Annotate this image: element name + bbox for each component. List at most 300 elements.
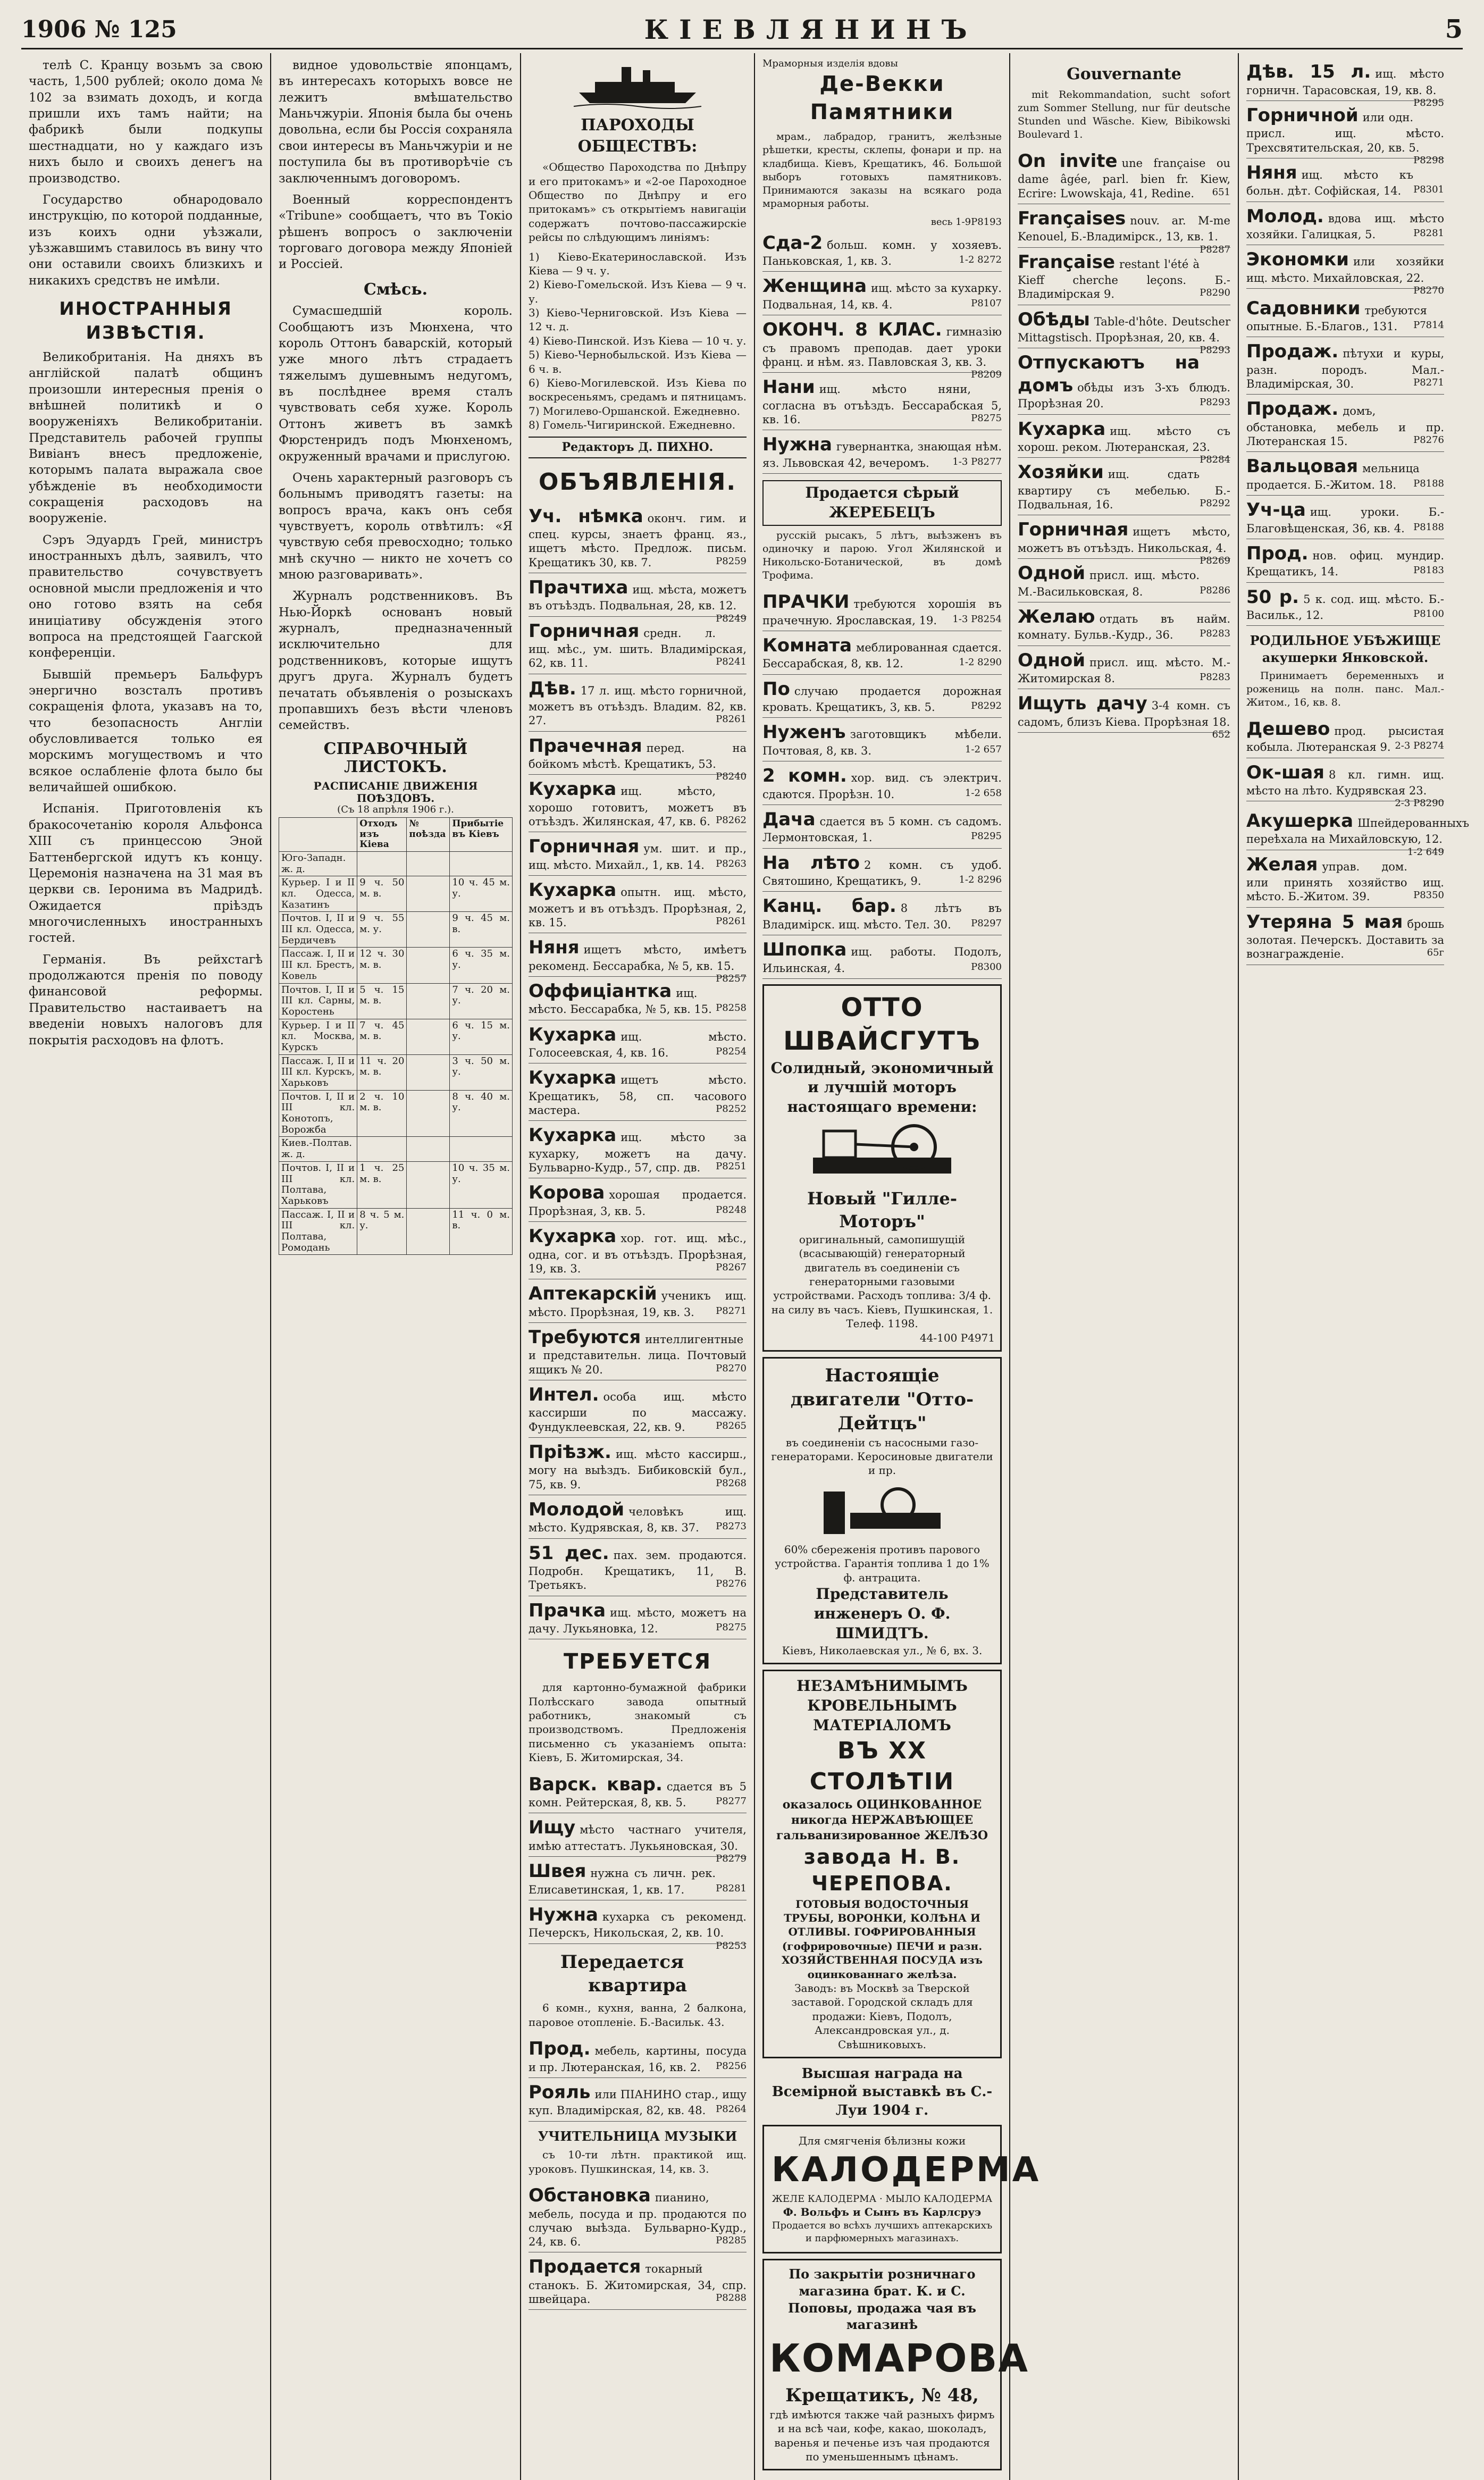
ad-text: ищетъ мѣсто, можетъ въ отъѣздъ. Никольская, 4. xyxy=(1018,525,1230,555)
ad-ref: Р8273 xyxy=(716,1521,747,1532)
ad-keyword: Нани xyxy=(762,376,815,398)
ad-text: сдается въ 5 комн. Рейтерская, 8, кв. 5. xyxy=(529,1780,747,1809)
classified-ad xyxy=(529,1900,747,1951)
paragraph: Журналъ родственниковъ. Въ Нью-Йоркѣ основанъ новый журналъ, предназначенный исключительно для родственниковъ, которые ищутъ другъ друга. Журналъ будетъ печатать объявленія о розыскахъ пропавшихъ безъ вѣсти членовъ семействъ. xyxy=(279,589,513,733)
table-row xyxy=(279,948,513,983)
classified-ad xyxy=(762,272,1002,315)
table-cell: 6 ч. 35 м. у. xyxy=(450,948,513,983)
ad-text: мельница продается. Б.-Житом. 18. xyxy=(1246,462,1420,491)
ad-ref: Р8287 xyxy=(1200,244,1230,255)
classified-ad xyxy=(529,775,747,832)
ad-text: пѣтухи и куры, разн. породъ. Мал.-Владимірская, 30. xyxy=(1246,347,1444,390)
ad-ref: Р8241 xyxy=(716,656,747,668)
ad-text: нов. офиц. мундир. Крещатикъ, 14. xyxy=(1246,549,1444,579)
ad-ref: Р8269 xyxy=(1200,555,1230,567)
ad-keyword: Сда-2 xyxy=(762,232,823,254)
table-cell xyxy=(407,1137,450,1161)
table-cell: 9 ч. 45 м. в. xyxy=(450,912,513,948)
ad-ref: Р8256 xyxy=(716,2060,747,2072)
ad-keyword: Дѣв. xyxy=(529,677,576,699)
tea-ad-intro: По закрытіи розничнаго магазина брат. К. и С. Поповы, продажа чая въ магазинѣ xyxy=(787,2266,977,2333)
ad-text: хор. вид. съ электрич. сдаются. Прорѣзн. 10. xyxy=(762,772,1002,801)
ad-ref: Р8100 xyxy=(1413,608,1444,619)
editor-line: Редакторъ Д. ПИХНО. xyxy=(529,437,747,458)
ad-ref: Р8267 xyxy=(716,1261,747,1273)
steamship-heading: ПАРОХОДЫ ОБЩЕСТВЪ: xyxy=(577,116,698,156)
ad-keyword: Прачка xyxy=(529,1599,606,1621)
table-cell: Почтов. I, II и III кл. Полтава, Харьковъ xyxy=(279,1161,357,1208)
table-cell: 9 ч. 50 м. в. xyxy=(357,876,407,912)
ad-ref: Р8276 xyxy=(716,1578,747,1590)
timetable-header: № поѣзда xyxy=(407,818,450,852)
table-cell xyxy=(450,1137,513,1161)
ad-text: средн. л. ищ. мѣс., ум. шить. Владимірская, 62, кв. 11. xyxy=(529,626,747,670)
ad-ref: Р8283 xyxy=(1200,672,1230,683)
ad-text: пах. зем. продаются. Подробн. Крещатикъ, 11, В. Третьякъ. xyxy=(529,1548,747,1592)
ad-text: гимназію съ правомъ преподав. дает уроки франц. и нѣм. яз. Павловская 3, кв. 3. xyxy=(762,325,1002,368)
ad-text: пианино, мебель, посуда и пр. продаются по случаю выѣзда. Бульварно-Кудр., 24, кв. 6. xyxy=(529,2191,747,2249)
roofing-ad-heading: НЕЗАМѢНИМЫМЪ КРОВЕЛЬНЫМЪ МАТЕРІАЛОМЪ xyxy=(797,1677,968,1735)
ad-keyword: Отпускаютъ на домъ xyxy=(1018,352,1200,396)
ad-ref: Р8270 xyxy=(716,1362,747,1374)
maternity-text: Принимаетъ беременныхъ и рожениць на полн. панс. Мал.-Житом., 16, кв. 8. xyxy=(1246,669,1444,708)
classified-ad xyxy=(529,1020,747,1064)
column-5 xyxy=(1010,53,1239,2480)
classified-ad xyxy=(529,1813,747,1865)
classified-ad xyxy=(529,1438,747,1495)
ads-heading: ОБЪЯВЛЕНІЯ. xyxy=(538,468,737,496)
route-item: 2) Кіево-Гомельской. Изъ Кіева — 9 ч. у. xyxy=(529,278,747,305)
ad-keyword: Швея xyxy=(529,1861,586,1882)
classified-ad xyxy=(762,805,1002,849)
ad-keyword: По xyxy=(762,678,790,700)
monuments-text: мрам., лабрадор, гранитъ, желѣзные рѣшетки, кресты, склепы, фонари и пр. на кладбища. Кіевъ, Крещатикъ, 46. Большой выборъ готовыхъ памятниковъ. Принимаются заказы на всякаго рода мраморныя работы. xyxy=(762,131,1002,210)
ad-ref: Р8188 xyxy=(1413,477,1444,489)
table-cell: Почтов. I, II и III кл. Одесса, Бердичевъ xyxy=(279,912,357,948)
classified-ad xyxy=(762,229,1002,272)
classified-ad xyxy=(1018,204,1230,255)
ad-keyword: Обѣды xyxy=(1018,308,1090,330)
deutz-ad-subheading: въ соединеніи съ насосными газо-генераторами. Керосиновые двигатели и пр. xyxy=(771,1436,993,1477)
route-item: 6) Кіево-Могилевской. Изъ Кіева по воскресеньямъ, средамъ и пятницамъ. xyxy=(529,376,747,404)
classified-ad xyxy=(529,732,747,783)
ad-ref: Р8262 xyxy=(716,815,747,826)
classified-ad xyxy=(762,315,1002,381)
classified-ad xyxy=(529,1770,747,1814)
classified-ad xyxy=(1018,515,1230,567)
paragraph: Бывшій премьеръ Бальфуръ энергично возсталъ противъ сокращенія флота, указавъ на то, что безопасность Англіи обусловливается только ея морскимъ могуществомъ и что всякое ослабленіе флота было бы величайшей ошибкою. xyxy=(29,667,263,795)
ad-text: присл. ищ. мѣсто. М.-Житомирская 8. xyxy=(1018,656,1230,685)
deutz-ad-note: 60% сбереженія противъ парового устройства. Гарантія топлива 1 до 1% ф. антрацита. xyxy=(775,1543,990,1584)
ad-keyword: Требуются xyxy=(529,1326,641,1348)
table-row xyxy=(279,851,513,876)
ad-ref: Р7814 xyxy=(1413,320,1444,331)
table-cell xyxy=(407,1019,450,1054)
ad-text: требуются опытные. Б.-Благов., 131. xyxy=(1246,304,1427,333)
ad-keyword: Няня xyxy=(529,937,580,959)
ad-ref: Р8293 xyxy=(1200,397,1230,408)
classified-ad xyxy=(1246,715,1444,758)
roofing-ad-goods: ГОТОВЫЯ ВОДОСТОЧНЫЯ ТРУБЫ, ВОРОНКИ, КОЛѢНА И ОТЛИВЫ. ГОФРИРОВАННЫЯ (гофрировочные) ПЕЧИ и разн. ХОЗЯЙСТВЕННАЯ ПОСУДА изъ оцинкованнаго желѣза. xyxy=(782,1897,983,1981)
ad-keyword: Горничной xyxy=(1246,104,1359,126)
ad-text: ищ. уроки. Б.-Благовѣщенская, 36, кв. 4. xyxy=(1246,506,1444,535)
ad-keyword: Рояль xyxy=(529,2081,591,2103)
ad-text: ищетъ мѣсто. Крещатикъ, 58, сп. часового мастера. xyxy=(529,1074,747,1117)
kaloderma-ad xyxy=(762,2125,1041,2254)
table-cell: Пассаж. I, II и III кл. Курскъ, Харьковъ xyxy=(279,1054,357,1090)
ad-text: особа ищ. мѣсто кассирши по массажу. Фундуклеевская, 22, кв. 9. xyxy=(529,1390,747,1434)
classified-ad xyxy=(1246,758,1444,809)
timetable-table xyxy=(279,817,513,1255)
classified-ad xyxy=(762,373,1002,430)
ad-text: ищ. мѣста, можетъ въ отъѣздъ. Подвальная, 28, кв. 12. xyxy=(529,583,747,613)
ad-text: мебель, картины, посуда и пр. Лютеранская, 16, кв. 2. xyxy=(529,2045,747,2074)
ad-keyword: Горничная xyxy=(1018,519,1129,541)
ad-keyword: Нуженъ xyxy=(762,722,846,743)
ad-ref: 2-3 Р8274 xyxy=(1395,740,1444,752)
table-cell: 8 ч. 5 м. у. xyxy=(357,1208,407,1255)
classified-ad xyxy=(529,502,747,573)
kaloderma-products: ЖЕЛЕ КАЛОДЕРМА · МЫЛО КАЛОДЕРМА xyxy=(772,2193,993,2205)
ad-ref: 652 xyxy=(1212,729,1230,741)
classified-ad xyxy=(529,1323,747,1380)
ad-text: ум. шит. и пр., ищ. мѣсто. Михайл., 1, кв. 14. xyxy=(529,842,747,872)
classified-ad xyxy=(1018,458,1230,515)
ad-ref: Р8300 xyxy=(971,961,1002,973)
ad-text: случаю продается дорожная кровать. Крещатикъ, 3, кв. 5. xyxy=(762,684,1002,714)
ad-text: 8 лѣтъ въ Владимірск. ищ. мѣсто. Тел. 30. xyxy=(762,902,1002,931)
classified-ad xyxy=(1018,305,1230,356)
ad-keyword: Прачечная xyxy=(529,735,642,757)
paragraph: Сэръ Эдуардъ Грей, министръ иностранныхъ дѣлъ, заявилъ, что правительство сочувствуетъ основной мысли предложенія и что оно готово взять на себя иниціативу обсужденія этого вопроса на предстоящей Гаагской конференціи. xyxy=(29,533,263,660)
ad-ref: Р8290 xyxy=(1200,287,1230,299)
ad-keyword: Молодой xyxy=(529,1498,625,1520)
classified-ad xyxy=(1018,559,1230,602)
music-teacher-heading: УЧИТЕЛЬНИЦА МУЗЫКИ xyxy=(538,2128,737,2144)
ad-ref: Р8261 xyxy=(716,915,747,927)
ad-keyword: Прод. xyxy=(1246,542,1309,564)
classified-ad xyxy=(529,876,747,933)
ad-text: хор. гот. ищ. мѣс., одна, сог. и въ отъѣздъ. Прорѣзная, 19, кв. 3. xyxy=(529,1232,747,1275)
classified-ad xyxy=(762,935,1002,979)
tea-ad xyxy=(762,2259,1029,2470)
table-cell xyxy=(407,948,450,983)
ad-keyword: Одной xyxy=(1018,563,1086,584)
table-row xyxy=(279,876,513,912)
classified-ad xyxy=(762,430,1002,474)
ad-keyword: Кухарка xyxy=(529,1067,617,1089)
ad-keyword: Горничная xyxy=(529,620,640,642)
ad-ref: Р8271 xyxy=(1413,377,1444,388)
ad-keyword: ОКОНЧ. 8 КЛАС. xyxy=(762,319,942,341)
roofing-ad-address: Заводъ: въ Москвѣ за Тверской заставой. Городской складъ для продажи: Кіевъ, Подолъ, Александровская ул., д. Свѣшниковыхъ. xyxy=(791,1981,973,2051)
motor-ad xyxy=(762,984,1002,1352)
steamship-routes xyxy=(529,250,747,432)
ad-text: управ. дом. или принять хозяйство ищ. мѣсто. Б.-Житом. 39. xyxy=(1246,860,1444,903)
ad-ref: Р8249 xyxy=(716,613,747,624)
paragraph: Германія. Въ рейхстагѣ продолжаются пренія по поводу финансовой реформы. Правительство настаиваетъ на введеніи новыхъ налоговъ для покрытія расходовъ на флотъ. xyxy=(29,952,263,1048)
timetable-header: Отходъ изъ Кіева xyxy=(357,818,407,852)
ad-keyword: Нужна xyxy=(529,1904,598,1925)
table-cell: 6 ч. 15 м. у. xyxy=(450,1019,513,1054)
ad-keyword: Ок-шая xyxy=(1246,761,1324,783)
table-cell xyxy=(407,912,450,948)
ad-keyword: Молод. xyxy=(1246,205,1324,227)
table-cell: Почтов. I, II и III кл. Сарны, Коростень xyxy=(279,983,357,1019)
ad-ref: Р8285 xyxy=(716,2235,747,2247)
table-cell xyxy=(407,1161,450,1208)
timetable-date: (Съ 18 апрѣля 1906 г.). xyxy=(337,803,454,815)
ad-ref: 1-2 649 xyxy=(1407,846,1444,858)
ad-keyword: Кухарка xyxy=(529,1226,617,1247)
kaloderma-logo: КАЛОДЕРМА xyxy=(772,2150,1041,2190)
classified-ad xyxy=(529,2078,747,2122)
ad-ref: 1-2 8290 xyxy=(959,657,1002,668)
ad-keyword: Кухарка xyxy=(529,879,617,901)
ad-ref: Р8271 xyxy=(716,1305,747,1317)
table-cell xyxy=(450,851,513,876)
steamship-icon xyxy=(574,61,701,108)
ad-keyword: Аптекарскій xyxy=(529,1283,657,1305)
classified-ad xyxy=(529,2034,747,2078)
ad-text: гувернантка, знающая нѣм. яз. Львовская 42, вечеромъ. xyxy=(762,440,1002,470)
ad-keyword: Варск. квар. xyxy=(529,1773,663,1795)
deutz-ad-rep: Представитель инженеръ О. Ф. ШМИДТЪ. xyxy=(814,1585,951,1642)
page-number: 5 xyxy=(1445,14,1463,44)
ad-ref: Р8275 xyxy=(971,412,1002,424)
ad-ref: Р8261 xyxy=(716,714,747,725)
deutz-ad-address: Кіевъ, Николаевская ул., № 6, вх. 3. xyxy=(782,1644,983,1657)
motor-ad-subheading: Солидный, экономичный и лучшій моторъ настоящаго времени: xyxy=(770,1059,994,1116)
ad-keyword: Обстановка xyxy=(529,2185,651,2207)
ad-ref: Р8258 xyxy=(716,1002,747,1014)
ad-text: вдова ищ. мѣсто хозяйки. Галицкая, 5. xyxy=(1246,212,1444,241)
ad-keyword: 2 комн. xyxy=(762,765,847,787)
ad-ref: Р8284 xyxy=(1200,454,1230,466)
ad-text: хорошая продается. Прорѣзная, 3, кв. 5. xyxy=(529,1188,747,1218)
ad-ref: Р8183 xyxy=(1413,565,1444,576)
newspaper-title: КІЕВЛЯНИНЪ xyxy=(644,13,978,45)
table-cell xyxy=(407,1090,450,1137)
route-item: 3) Кіево-Черниговской. Изъ Кіева — 12 ч. д. xyxy=(529,306,747,333)
paragraph: Очень характерный разговоръ съ больнымъ приводятъ газеты: на вопросъ врача, какъ онъ себя чувствуетъ, король отвѣтилъ: «Я чувствую себя превосходно; только мнѣ скучно — никто не хочетъ со мною разговаривать». xyxy=(279,471,513,582)
section-heading: Смѣсь. xyxy=(363,280,428,299)
ad-ref: 1-2 8272 xyxy=(959,254,1002,266)
ad-ref: Р8281 xyxy=(716,1882,747,1894)
ad-text: ищ. мѣсто съ хорош. реком. Лютеранская, 23. xyxy=(1018,424,1230,454)
ad-keyword: Продаж. xyxy=(1246,398,1339,420)
gas-engine-illustration-icon xyxy=(813,1481,951,1539)
paragraph: Великобританія. На дняхъ въ англійской палатѣ общинъ произошли интересныя пренія о внѣшней политикѣ и о вооруженіяхъ Великобританіи. Представитель рабочей группы Вивіанъ внесъ предложеніе, которымъ палата выражала свое убѣжденіе въ необходимости сокращенія расходовъ на вооруженіе. xyxy=(29,350,263,526)
classified-ad xyxy=(529,933,747,984)
ad-keyword: Кухарка xyxy=(529,1125,617,1146)
ad-keyword: Интел. xyxy=(529,1384,599,1405)
issue-number: 1906 № 125 xyxy=(21,15,177,43)
table-cell: 8 ч. 40 м. у. xyxy=(450,1090,513,1137)
ad-text: или ПІАНИНО стар., ищу куп. Владимірская, 82, кв. 48. xyxy=(529,2088,747,2117)
ad-text: 17 л. ищ. мѣсто горничной, можетъ въ отъѣздъ. Владим. 82, кв. 27. xyxy=(529,684,747,727)
ad-ref: Р8188 xyxy=(1413,521,1444,533)
kaloderma-tagline: Для смягченія бѣлизны кожи xyxy=(798,2134,966,2147)
table-cell: 9 ч. 55 м. у. xyxy=(357,912,407,948)
award-heading: Высшая награда на Всемірной выставкѣ въ С.-Луи 1904 г. xyxy=(772,2065,993,2118)
ad-text: больш. комн. у хозяевъ. Паньковская, 1, кв. 3. xyxy=(762,238,1002,268)
ad-ref: Р8265 xyxy=(716,1420,747,1431)
section-heading: ИНОСТРАННЫЯ ИЗВѢСТІЯ. xyxy=(59,298,232,343)
ad-text: une française ou dame âgée, parl. bien fr. Kiew, Ecrire: Lwowskaja, 41, Redine. xyxy=(1018,156,1230,200)
ad-ref: Р8240 xyxy=(716,771,747,783)
table-cell xyxy=(357,1137,407,1161)
ad-ref: Р8293 xyxy=(1200,345,1230,356)
ad-keyword: Ищу xyxy=(529,1817,576,1839)
classified-ad xyxy=(529,2181,747,2252)
ad-text: ученикъ ищ. мѣсто. Прорѣзная, 19, кв. 3. xyxy=(529,1289,747,1319)
route-item: 4) Кіево-Пинской. Изъ Кіева — 10 ч. у. xyxy=(529,334,747,347)
ad-text: требуются хорошія въ прачечную. Ярославская, 19. xyxy=(762,598,1002,627)
timetable-subheading: РАСПИСАНІЕ ДВИЖЕНІЯ ПОѢЗДОВЪ. xyxy=(313,779,478,805)
paragraph: телѣ С. Кранцу возьмъ за свою часть, 1,500 рублей; около дома № 102 за взимать доходъ, и когда пришли ихъ тамъ найти; на фабрикѣ были подкупы шестнадцати, но у каждаго изъ нихъ было и своихъ денегъ на производство. xyxy=(29,58,263,186)
classified-ad xyxy=(529,2252,747,2310)
classified-ad xyxy=(1018,646,1230,690)
ad-keyword: 50 р. xyxy=(1246,586,1299,608)
ad-text: мѣсто частнаго учителя, имѣю аттестатъ. Лукьяновская, 30. xyxy=(529,1823,747,1853)
ad-text: ищ. сдать квартиру съ мебелью. Б.-Подвальная, 16. xyxy=(1018,468,1230,512)
ad-ref: Р8268 xyxy=(716,1477,747,1489)
ad-keyword: On invite xyxy=(1018,150,1118,172)
ad-text: ищ. мѣсто къ больн. дѣт. Софійская, 14. xyxy=(1246,168,1414,198)
ad-ref: Р8286 xyxy=(1200,584,1230,596)
motor-ad-heading: ОТТО ШВАЙСГУТЪ xyxy=(783,992,981,1057)
kaloderma-maker: Ф. Вольфъ и Сынъ въ Карлсруэ xyxy=(783,2206,982,2219)
paragraph: видное удовольствіе японцамъ, въ интересахъ которыхъ вовсе не лежитъ вмѣшательство Маньчжуріи. Японія была бы очень довольна, если бы Россія сохраняла свои интересы въ Маньчжуріи и не поступила бы въ противорѣчіе съ заключеннымъ договоромъ. xyxy=(279,58,513,186)
ad-ref: Р8283 xyxy=(1200,628,1230,640)
column-4 xyxy=(755,53,1041,2480)
ad-ref: 1-2 8296 xyxy=(959,874,1002,886)
ad-text: заготовщикъ мѣбели. Почтовая, 8, кв. 3. xyxy=(762,728,1002,757)
table-cell xyxy=(407,1208,450,1255)
ad-ref: 1-2 657 xyxy=(965,743,1002,755)
table-cell xyxy=(407,876,450,912)
motor-ad-ref: 44-100 Р4971 xyxy=(919,1331,995,1344)
ad-ref: 651 xyxy=(1212,186,1230,198)
ad-ref: Р8288 xyxy=(716,2292,747,2304)
ad-keyword: Прод. xyxy=(529,2038,591,2060)
classified-ad xyxy=(762,675,1002,718)
classified-ad xyxy=(762,849,1002,892)
ad-keyword: Корова xyxy=(529,1182,605,1204)
classified-ad xyxy=(529,1121,747,1178)
table-cell: 11 ч. 20 м. в. xyxy=(357,1054,407,1090)
classified-ad xyxy=(1246,202,1444,246)
ad-text: сдается въ 5 комн. съ садомъ. Лермонтовская, 1. xyxy=(762,815,1002,844)
ad-text: интеллигентные и представительн. лица. Почтовый ящикъ № 20. xyxy=(529,1333,747,1376)
ad-keyword: Шпопка xyxy=(762,939,847,961)
steamship-intro: «Общество Пароходства по Днѣпру и его притокамъ» и «2-ое Пароходное Общество по Днѣпру и его притокамъ» съ открытіемъ навигаціи содержатъ почтово-пассажирскіе рейсы по слѣдующимъ линіямъ: xyxy=(529,161,747,244)
table-cell: Пассаж. I, II и III кл. Брестъ, Ковель xyxy=(279,948,357,983)
table-cell xyxy=(407,983,450,1019)
table-cell: Пассаж. I, II и III кл. Полтава, Ромодань xyxy=(279,1208,357,1255)
ad-keyword: Уч. нѣмка xyxy=(529,505,643,527)
ad-text: ищ. мѣсто. Голосеевская, 4, кв. 16. xyxy=(529,1030,747,1060)
ad-text: токарный станокъ. Б. Житомирская, 34, спр. швейцара. xyxy=(529,2263,747,2306)
ad-text: опытн. ищ. мѣсто, можетъ и въ отъѣздъ. Прорѣзная, 2, кв. 15. xyxy=(529,886,747,929)
ad-keyword: Комната xyxy=(762,634,852,656)
classified-ad xyxy=(1246,57,1444,108)
ad-ref: Р8209 xyxy=(971,369,1002,381)
ad-keyword: Одной xyxy=(1018,649,1086,671)
ad-keyword: Пріѣзж. xyxy=(529,1441,611,1463)
classified-ad xyxy=(1246,452,1444,496)
route-item: 1) Кіево-Екатеринославской. Изъ Кіева — 9 ч. у. xyxy=(529,250,747,277)
monuments-ref: весь 1-9Р8193 xyxy=(930,216,1002,228)
ad-ref: Р8257 xyxy=(716,973,747,984)
ad-ref: Р8254 xyxy=(716,1046,747,1058)
ad-ref: 1-3 Р8254 xyxy=(952,613,1002,625)
timetable-header xyxy=(279,818,357,852)
ad-ref: Р8253 xyxy=(716,1940,747,1951)
ad-keyword: Уч-ца xyxy=(1246,499,1306,521)
roofing-ad-factory: завода Н. В. ЧЕРЕПОВА. xyxy=(803,1845,961,1896)
stallion-heading: Продается сѣрый ЖЕРЕБЕЦЪ xyxy=(762,480,1002,526)
ad-ref: 1-2 658 xyxy=(965,787,1002,799)
ad-keyword: Дача xyxy=(762,808,816,830)
ad-keyword: Кухарка xyxy=(1018,418,1106,440)
ad-text: или хозяйки ищ. мѣсто. Михайловская, 22. xyxy=(1246,255,1444,284)
ad-keyword: Хозяйки xyxy=(1018,462,1104,483)
ad-text: ищ. мѣсто. Бессарабка, № 5, кв. 15. xyxy=(529,986,712,1016)
route-item: 5) Кіево-Чернобыльской. Изъ Кіева — 6 ч. в. xyxy=(529,348,747,375)
masthead xyxy=(21,11,1463,49)
ad-keyword: Françaises xyxy=(1018,207,1126,229)
route-item: 8) Гомель-Чигиринской. Ежедневно. xyxy=(529,418,736,432)
monuments-heading: Де-Векки Памятники xyxy=(810,71,954,124)
ad-keyword: Канц. бар. xyxy=(762,895,896,917)
ad-ref: Р8292 xyxy=(971,700,1002,712)
ad-text: нужна съ личн. рек. Елисаветинская, 1, кв. 17. xyxy=(529,1867,716,1896)
table-cell: Киев.-Полтав. ж. д. xyxy=(279,1137,357,1161)
classified-ad xyxy=(529,1857,747,1900)
classified-ad xyxy=(529,1063,747,1121)
ad-text: обѣды изъ 3-хъ блюдъ. Прорѣзная 20. xyxy=(1018,381,1230,410)
engine-illustration-icon xyxy=(802,1120,962,1184)
classified-ad xyxy=(1246,395,1444,452)
ad-keyword: Садовники xyxy=(1246,297,1361,319)
ad-keyword: На лѣто xyxy=(762,852,860,874)
classified-ad xyxy=(529,977,747,1020)
table-cell: 1 ч. 25 м. в. xyxy=(357,1161,407,1208)
motor-ad-model: Новый "Гилле-Моторъ" xyxy=(807,1188,958,1231)
ad-text: 3-4 комн. съ садомъ, близъ Кіева. Прорѣзная 18. xyxy=(1018,699,1230,728)
ad-text: или одн. присл. ищ. мѣсто. Трехсвятительская, 20, кв. 5. xyxy=(1246,111,1444,154)
ad-ref: Р8248 xyxy=(716,1204,747,1216)
table-cell: 12 ч. 30 м. в. xyxy=(357,948,407,983)
table-cell: 5 ч. 15 м. в. xyxy=(357,983,407,1019)
ad-keyword: 51 дес. xyxy=(529,1542,609,1564)
table-row xyxy=(279,1208,513,1255)
ad-keyword: Экономки xyxy=(1246,249,1349,271)
ad-ref: Р8259 xyxy=(716,555,747,567)
required-text: для картонно-бумажной фабрики Полѣсскаго завода опытный работникъ, знакомый съ производствомъ. Предложенія письменно съ указаніемъ опыта: Кіевъ, Б. Житомирская, 34. xyxy=(529,1681,747,1764)
ad-ref: Р8301 xyxy=(1413,184,1444,196)
monuments-intro: Мраморныя изделія вдовы xyxy=(762,58,898,69)
ad-ref: Р8275 xyxy=(716,1622,747,1633)
classified-ad xyxy=(1018,415,1230,466)
ad-keyword: Желаю xyxy=(1018,606,1095,627)
classified-ad xyxy=(1246,908,1444,965)
deutz-ad xyxy=(762,1357,1002,1664)
ad-ref: Р8297 xyxy=(971,917,1002,929)
ad-ref: Р8276 xyxy=(1413,434,1444,446)
